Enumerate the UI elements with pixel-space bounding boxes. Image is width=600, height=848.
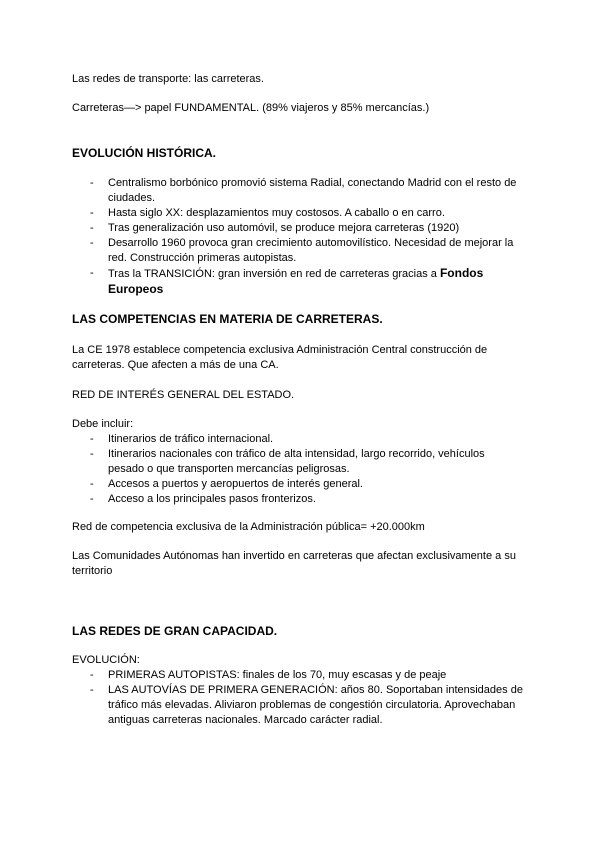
list-item: - Centralismo borbónico promovió sistema Radial, conectando Madrid con el resto de ciudades.: [90, 176, 530, 206]
intro-title-line: Las redes de transporte: las carreteras.: [72, 73, 264, 85]
list-item: - Accesos a puertos y aeropuertos de interés general.: [90, 477, 520, 492]
competencias-list: [90, 432, 520, 507]
historia-list: [90, 176, 530, 298]
debe-incluir-label: Debe incluir:: [72, 418, 134, 430]
list-item: - PRIMERAS AUTOPISTAS: finales de los 70, muy escasas y de peaje: [90, 668, 530, 683]
transicion-text: Tras la TRANSICIÓN: gran inversión en red de carreteras gracias a: [108, 268, 440, 280]
list-item: - Desarrollo 1960 provoca gran crecimiento automovilístico. Necesidad de mejorar la red. Construcción primeras autopistas.: [90, 236, 530, 266]
list-item: - Itinerarios nacionales con tráfico de alta intensidad, largo recorrido, vehículos pesado o que transporten mercancías peligrosas.: [90, 447, 520, 477]
red-interes-general: RED DE INTERÉS GENERAL DEL ESTADO.: [72, 389, 295, 401]
red-competencia-line: Red de competencia exclusiva de la Administración pública= +20.000km: [72, 521, 425, 533]
evolucion-label: EVOLUCIÓN:: [72, 654, 140, 666]
heading-evolucion-historica: EVOLUCIÓN HISTÓRICA.: [72, 146, 217, 160]
list-item: - Itinerarios de tráfico internacional.: [90, 432, 520, 447]
gran-capacidad-list: [90, 668, 530, 728]
list-item: - Tras generalización uso automóvil, se produce mejora carreteras (1920): [90, 221, 530, 236]
list-item: - Hasta siglo XX: desplazamientos muy costosos. A caballo o en carro.: [90, 206, 530, 221]
list-item: - Acceso a los principales pasos fronterizos.: [90, 492, 520, 507]
intro-carreteras-line: Carreteras—> papel FUNDAMENTAL. (89% viajeros y 85% mercancías.): [72, 102, 430, 114]
comunidades-paragraph: Las Comunidades Autónomas han invertido en carreteras que afectan exclusivamente a su territorio: [72, 550, 516, 577]
ce-paragraph: La CE 1978 establece competencia exclusiva Administración Central construcción de carreteras. Que afecten a más de una CA.: [72, 344, 488, 371]
heading-gran-capacidad: LAS REDES DE GRAN CAPACIDAD.: [72, 624, 278, 638]
heading-competencias: LAS COMPETENCIAS EN MATERIA DE CARRETERAS.: [72, 312, 383, 326]
list-item: [90, 266, 530, 298]
list-item: - LAS AUTOVÍAS DE PRIMERA GENERACIÓN: años 80. Soportaban intensidades de tráfico más elevadas. Aliviaron problemas de congestión circulatoria. Aprovechaban antiguas carreteras nacionales. Marcado carácter radial.: [90, 683, 530, 728]
fondos-europeos-text: Fondos Europeos: [108, 266, 484, 296]
